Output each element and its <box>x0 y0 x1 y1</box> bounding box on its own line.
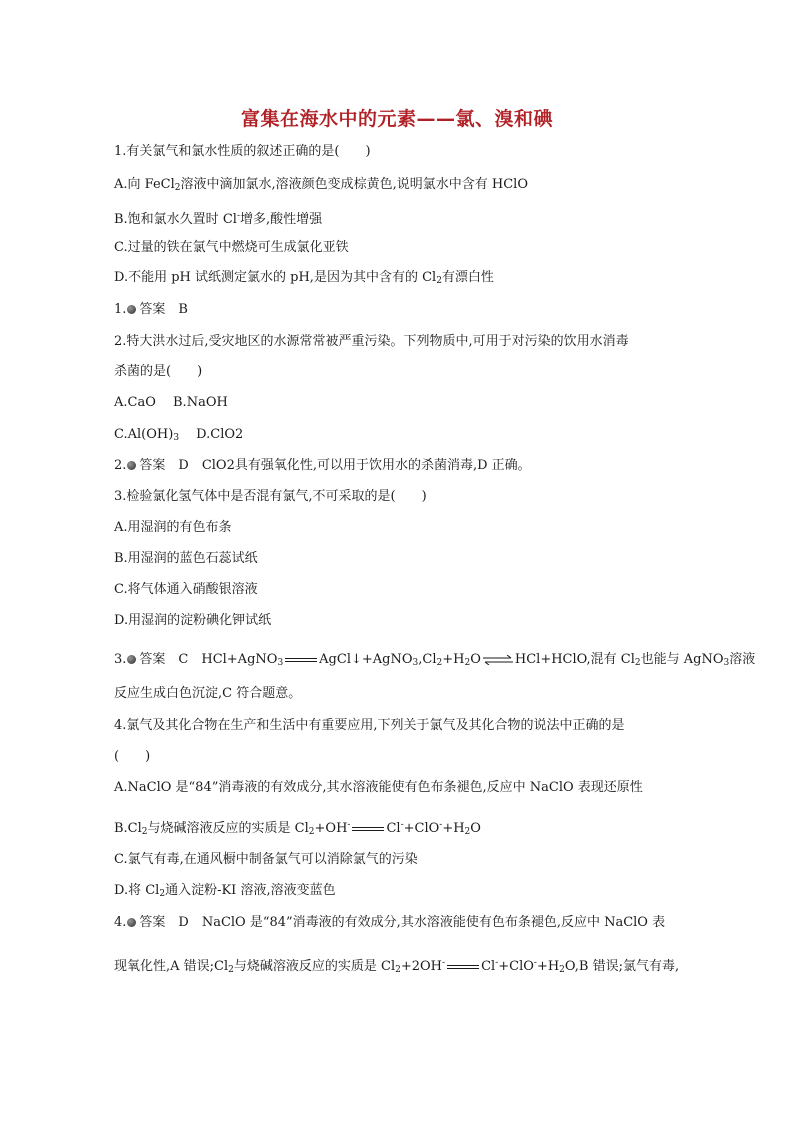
q1-option-d: D.不能用 pH 试纸测定氯水的 pH,是因为其中含有的 $Cl_2$有漂白性 <box>114 270 494 286</box>
equals-sign-icon <box>285 656 317 664</box>
answer-icon <box>127 305 136 314</box>
q3-option-c: C.将气体通入硝酸银溶液 <box>114 582 258 597</box>
page-title: 富集在海水中的元素——氯、溴和碘 <box>240 108 553 130</box>
answer-icon <box>127 918 136 927</box>
q4-stem-line1: 4.氯气及其化合物在生产和生活中有重要应用,下列关于氯气及其化合物的说法中正确的是 <box>114 718 625 733</box>
q4-option-c: C.氯气有毒,在通风橱中制备氯气可以消除氯气的污染 <box>114 852 418 867</box>
q4-stem-line2: ( ) <box>114 749 151 764</box>
q1-answer: 1. 答案 B <box>114 302 188 317</box>
answer-icon <box>127 461 136 470</box>
q4-option-d: D.将 $Cl_2$通入淀粉-KI 溶液,溶液变蓝色 <box>114 883 336 899</box>
q2-options-ab: A.CaO B.NaOH <box>114 395 228 410</box>
q1-stem: 1.有关氯气和氯水性质的叙述正确的是( ) <box>114 144 371 159</box>
q3-answer-line2: 反应生成白色沉淀,C 符合题意。 <box>114 686 302 701</box>
q3-option-d: D.用湿润的淀粉碘化钾试纸 <box>114 613 272 628</box>
equals-sign-icon <box>352 825 384 833</box>
reversible-arrow-icon <box>483 655 513 665</box>
q4-option-a: A.NaClO 是“84”消毒液的有效成分,其水溶液能使有色布条褪色,反应中 NaClO 表现还原性 <box>114 780 643 795</box>
answer-icon <box>127 655 136 664</box>
q2-stem-line2: 杀菌的是( ) <box>114 364 203 379</box>
q4-answer-line2: 现氧化性,A 错误$;Cl_2$与烧碱溶液反应的实质是 $Cl_2+2OH^-$ $Cl^-+ClO^-+H_2O,B$ 错误;氯气有毒, <box>114 958 680 975</box>
q1-option-b: B.饱和氯水久置时 Cl-增多,酸性增强 <box>114 211 323 227</box>
q4-option-b: $B.Cl_2$与烧碱溶液反应的实质是 $Cl_2+OH^-$ $Cl^-+ClO^-+H_2O$ <box>114 820 481 837</box>
q3-answer-line1: 3. 答案 C HCl+AgNO$_3$ $AgCl↓+AgNO_3,Cl_2+H_2O$ HCl+HClO,混有 $Cl_2$也能与 AgNO$_3$溶液 <box>114 652 756 668</box>
q2-options-cd: $C.Al(OH)_3$ D.ClO2 <box>114 427 244 443</box>
q2-stem-line1: 2.特大洪水过后,受灾地区的水源常常被严重污染。下列物质中,可用于对污染的饮用水消毒 <box>114 334 629 349</box>
q3-option-a: A.用湿润的有色布条 <box>114 520 232 535</box>
q3-option-b: B.用湿润的蓝色石蕊试纸 <box>114 551 258 566</box>
q2-answer: 2. 答案 D ClO2具有强氧化性,可以用于饮用水的杀菌消毒,D 正确。 <box>114 458 531 473</box>
q1-option-c: C.过量的铁在氯气中燃烧可生成氯化亚铁 <box>114 240 349 255</box>
equals-sign-icon <box>447 963 479 971</box>
q4-answer-line1: 4. 答案 D NaClO 是“84”消毒液的有效成分,其水溶液能使有色布条褪色,反应中 NaClO 表 <box>114 915 666 930</box>
q1-option-a: A.向 FeCl$_2$溶液中滴加氯水,溶液颜色变成棕黄色,说明氯水中含有 HClO <box>114 177 528 193</box>
q3-stem: 3.检验氯化氢气体中是否混有氯气,不可采取的是( ) <box>114 489 427 504</box>
